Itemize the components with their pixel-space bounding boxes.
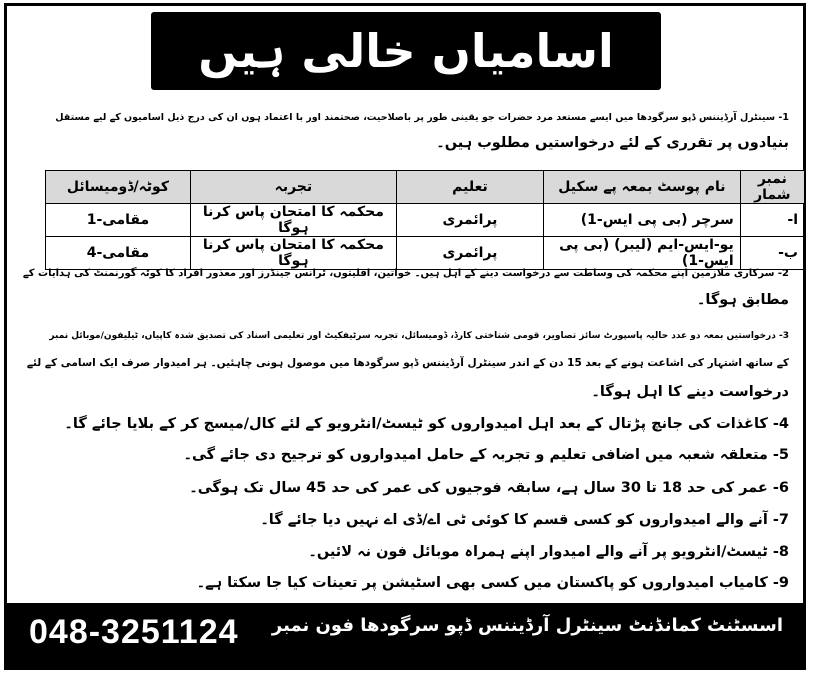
paragraph-6: 6- عمر کی حد 18 تا 30 سال ہے، سابقہ فوجیوں کی عمر کی حد 45 سال تک ہوگی۔ <box>189 480 789 496</box>
row-experience: محکمہ کا امتحان پاس کرنا ہوگا <box>190 237 396 270</box>
paragraph-2-line-2: مطابق ہوگا۔ <box>696 292 789 308</box>
row-post-name: یو-ایس-ایم (لیبر) (بی پی ایس-1) <box>544 237 741 270</box>
table-header-row <box>46 171 805 204</box>
row-quota: مقامی-4 <box>46 237 191 270</box>
row-experience: محکمہ کا امتحان پاس کرنا ہوگا <box>190 204 396 237</box>
paragraph-8: 8- ٹیسٹ/انٹرویو پر آنے والے امیدوار اپنے ہمراہ موبائل فون نہ لائیں۔ <box>308 544 789 560</box>
header-quota-domicile: کوٹہ/ڈومیسائل <box>46 171 191 204</box>
paragraph-3-line-3: درخواست دینے کا اہل ہوگا۔ <box>591 384 789 400</box>
paragraph-2-line-1: 2- سرکاری ملازمین اپنے محکمہ کی وساطت سے درخواست دینے کے اہل ہیں۔ خواتین، اقلیتوں، ٹرانس جینڈرز اور معذور افراد کا کوٹہ گورنمنٹ کی ہدایات کے <box>22 268 789 279</box>
paragraph-4: 4- کاغذات کی جانچ پڑتال کے بعد اہل امیدواروں کو ٹیسٹ/انٹرویو کے لئے کال/میسج کر کے بلایا جائے گا۔ <box>64 416 789 432</box>
title-banner <box>151 12 661 90</box>
footer-bar <box>7 603 803 667</box>
header-serial-number: نمبر شمار <box>740 171 804 204</box>
row-serial-number: ا- <box>740 204 804 237</box>
paragraph-9: 9- کامیاب امیدواروں کو پاکستان میں کسی بھی اسٹیشن پر تعینات کیا جا سکتا ہے۔ <box>196 575 789 591</box>
paragraph-5: 5- متعلقہ شعبہ میں اضافی تعلیم و تجربہ کے حامل امیدواروں کو ترجیح دی جائے گی۔ <box>183 447 789 463</box>
phone-number: 048-3251124 <box>29 613 239 651</box>
header-experience: تجربہ <box>190 171 396 204</box>
row-post-name: سرچر (بی پی ایس-1) <box>544 204 741 237</box>
page-title: اسامیاں خالی ہیں <box>198 24 614 78</box>
row-serial-number: ب- <box>740 237 804 270</box>
row-education: پرائمری <box>396 237 543 270</box>
row-quota: مقامی-1 <box>46 204 191 237</box>
vacancies-table <box>45 170 805 270</box>
paragraph-1-line-1: 1- سینٹرل آرڈیننس ڈپو سرگودھا میں ایسے مستعد مرد حضرات جو یقینی طور پر باصلاحیت، صحتمند اور با اعتماد ہوں ان کی درج ذیل اسامیوں کے لیے مستقل <box>55 112 789 123</box>
table-row <box>46 204 805 237</box>
office-address: اسسٹنٹ کمانڈنٹ سینٹرل آرڈیننس ڈپو سرگودھا فون نمبر <box>271 615 783 636</box>
header-post-name: نام پوسٹ بمعہ پے سکیل <box>544 171 741 204</box>
paragraph-1-line-2: بنیادوں پر تقرری کے لئے درخواستیں مطلوب ہیں۔ <box>436 135 789 151</box>
paragraph-3-line-2: کے ساتھ اشتہار کی اشاعت ہونے کے بعد 15 دن کے اندر سینٹرل آرڈیننس ڈپو سرگودھا میں موصول ہونی چاہئیں۔ ہر امیدوار صرف ایک اسامی کے لئے <box>26 357 789 369</box>
paragraph-7: 7- آنے والے امیدواروں کو کسی قسم کا کوئی ٹی اے/ڈی اے نہیں دیا جائے گا۔ <box>260 512 789 528</box>
row-education: پرائمری <box>396 204 543 237</box>
header-education: تعلیم <box>396 171 543 204</box>
paragraph-3-line-1: 3- درخواستیں بمعہ دو عدد حالیہ پاسپورٹ سائز تصاویر، قومی شناختی کارڈ، ڈومیسائل، تجربہ سرٹیفکیٹ اور تعلیمی اسناد کی تصدیق شدہ کاپیاں، ٹیلیفون/موبائل نمبر <box>49 331 789 341</box>
job-advertisement <box>4 3 806 670</box>
